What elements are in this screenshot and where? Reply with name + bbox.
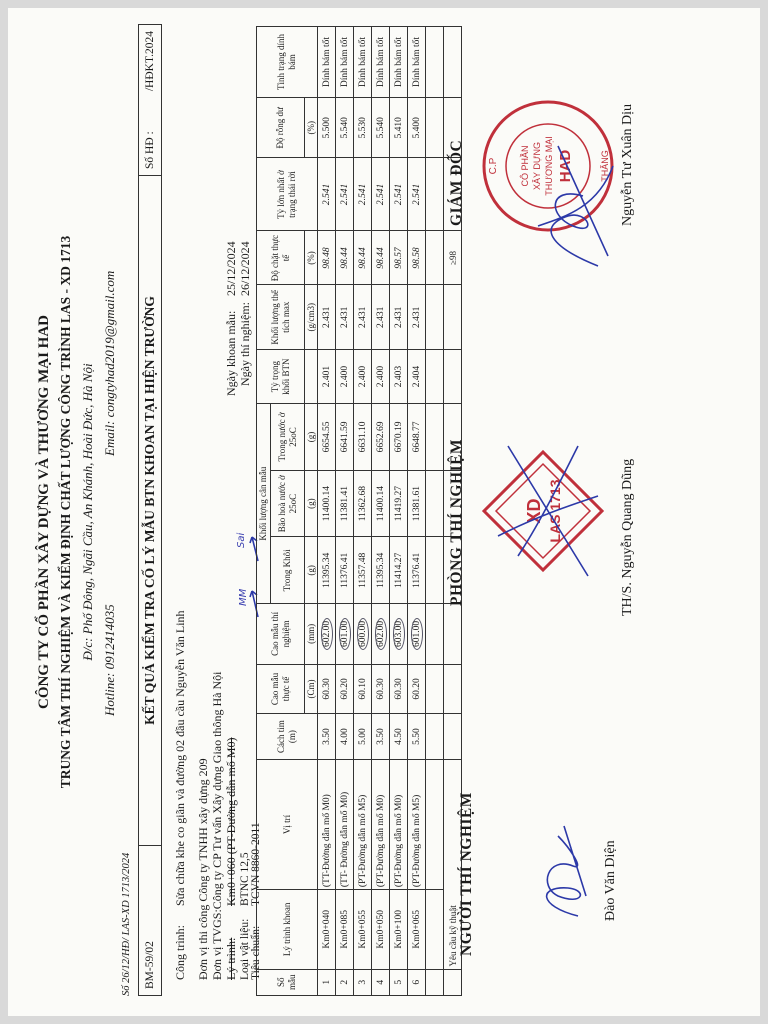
cell-distance: 5.50 xyxy=(408,714,426,760)
lab-head-name: TH/S. Nguyễn Quang Dũng xyxy=(620,458,635,616)
col-voids: Độ rỗng dư xyxy=(257,98,305,158)
sample-date: 25/12/2024 xyxy=(224,241,238,296)
unit-dry: (g) xyxy=(305,537,318,604)
col-max-density: Khối lượng thể tích max xyxy=(257,285,305,350)
lab-stamp-line2: LAS 1713 xyxy=(547,479,563,543)
cell-position: (TT-Đường dẫn mố M0) xyxy=(318,759,336,889)
tester-name: Đào Văn Diện xyxy=(603,840,618,921)
cell-ratio: 2.541 xyxy=(372,158,390,231)
col-height-actual: Cao mẫu thực tế xyxy=(257,664,305,714)
cell-station: Km0+050 xyxy=(372,890,390,969)
handwritten-sai: Sai xyxy=(236,532,247,548)
cell-voids: 5.530 xyxy=(354,98,372,158)
table-row xyxy=(354,27,372,996)
cell-h-actual: 60.20 xyxy=(336,664,354,714)
cell-position: (PT-Đường dẫn mố M0) xyxy=(390,759,408,889)
cell-no: 5 xyxy=(390,969,408,995)
col-compaction: Độ chặt thực tế xyxy=(257,231,305,285)
cell-maxdens: 2.431 xyxy=(336,285,354,350)
cell-ssd: 11381.41 xyxy=(336,470,354,537)
cell-voids: 5.500 xyxy=(318,98,336,158)
cell-adhesion: Dính bám tốt xyxy=(408,27,426,98)
route-label: Lý trình: xyxy=(224,937,238,980)
cell-voids: 5.540 xyxy=(336,98,354,158)
project-value: Sửa chữa khe co giãn và đường 02 đầu cầu Nguyễn Văn Linh xyxy=(173,610,187,906)
cell-station: Km0+100 xyxy=(390,890,408,969)
company-stamp-line1: CÔ PHẦN xyxy=(520,145,530,187)
cell-maxdens: 2.431 xyxy=(390,285,408,350)
tester-signature xyxy=(528,806,598,926)
cell-station: Km0+085 xyxy=(336,890,354,969)
material-value: BTNC 12,5 xyxy=(239,852,251,906)
sample-date-label: Ngày khoan mẫu: xyxy=(224,310,238,396)
test-date: 26/12/2024 xyxy=(238,241,252,296)
cell-compact: 98.44 xyxy=(354,231,372,285)
unit-voids: (%) xyxy=(305,98,318,158)
cell-ssd: 11400.14 xyxy=(318,470,336,537)
col-no: Số mẫu xyxy=(257,969,318,995)
cell-compact: 98.48 xyxy=(318,231,336,285)
cell-distance: 4.50 xyxy=(390,714,408,760)
cell-adhesion: Dính bám tốt xyxy=(390,27,408,98)
unit-compaction: (%) xyxy=(305,231,318,285)
cell-density: 2.404 xyxy=(408,350,426,404)
unit-max-density: (g/cm3) xyxy=(305,285,318,350)
results-table xyxy=(256,26,462,996)
cell-adhesion: Dính bám tốt xyxy=(372,27,390,98)
cell-maxdens: 2.431 xyxy=(318,285,336,350)
lab-title: PHÒNG THÍ NGHIỆM xyxy=(448,438,465,606)
test-center-name: TRUNG TÂM THÍ NGHIỆM VÀ KIỂM ĐỊNH CHẤT LƯỢNG CÔNG TRÌNH LAS - XD 1713 xyxy=(58,235,73,789)
cell-water: 6652.69 xyxy=(372,404,390,471)
col-mass-group: Khối lượng cân mẫu xyxy=(257,404,271,604)
table-row xyxy=(408,27,426,996)
table-row xyxy=(318,27,336,996)
cell-distance: 5.00 xyxy=(354,714,372,760)
circled-value: 601.00 xyxy=(339,618,351,650)
contract-number: /HĐKT.2024 xyxy=(144,31,156,92)
cell-density: 2.403 xyxy=(390,350,408,404)
cell-no: 3 xyxy=(354,969,372,995)
lab-signature xyxy=(478,426,608,596)
circled-value: 600.00 xyxy=(357,618,369,650)
circled-value: 602.00 xyxy=(321,618,333,650)
consultant: Đơn vị TVGS:Công ty CP Tư vấn Xây dựng Giao thông Hà Nội xyxy=(210,671,224,980)
cell-density: 2.400 xyxy=(354,350,372,404)
col-max-ratio: Tỷ lớn nhất ở trạng thái rời xyxy=(257,158,318,231)
director-signature xyxy=(528,136,618,276)
cell-h-actual: 60.30 xyxy=(390,664,408,714)
company-stamp-ring-top: C.P xyxy=(488,157,499,175)
table-row xyxy=(372,27,390,996)
cell-dry: 11357.48 xyxy=(354,537,372,604)
cell-voids: 5.410 xyxy=(390,98,408,158)
cell-ssd: 11400.14 xyxy=(372,470,390,537)
cell-h-actual: 60.30 xyxy=(372,664,390,714)
col-ssd: Bão hoà nước ở 25oC xyxy=(271,470,305,537)
cell-h-test xyxy=(336,604,354,664)
results-body xyxy=(318,27,426,996)
cell-maxdens: 2.431 xyxy=(408,285,426,350)
cell-position: (TT- Đường dẫn mố M0) xyxy=(336,759,354,889)
cell-no: 1 xyxy=(318,969,336,995)
rotated-document xyxy=(8,8,760,1016)
cell-h-test xyxy=(318,604,336,664)
requirement-value: ≥98 xyxy=(444,231,462,285)
col-height-test: Cao mẫu thí nghiệm xyxy=(257,604,305,664)
cell-station: Km0+040 xyxy=(318,890,336,969)
cell-dry: 11414.27 xyxy=(390,537,408,604)
cell-distance: 4.00 xyxy=(336,714,354,760)
cell-position: (PT-Đường dẫn mố M5) xyxy=(354,759,372,889)
cell-ratio: 2.541 xyxy=(408,158,426,231)
col-density: Tỷ trọng khối BTN xyxy=(257,350,305,404)
title-bar xyxy=(138,24,162,996)
cell-density: 2.401 xyxy=(318,350,336,404)
company-stamp-line2: XÂY DỰNG xyxy=(532,141,542,191)
cell-water: 6631.10 xyxy=(354,404,372,471)
cell-h-actual: 60.10 xyxy=(354,664,372,714)
col-position: Vị trí xyxy=(257,759,318,889)
unit-density xyxy=(305,350,318,404)
col-station: Lý trình khoan xyxy=(257,890,318,969)
cell-ratio: 2.541 xyxy=(390,158,408,231)
contract-label: Số HĐ : xyxy=(144,131,156,169)
cell-ratio: 2.541 xyxy=(336,158,354,231)
cell-ratio: 2.541 xyxy=(354,158,372,231)
cell-position: (PT-Đường dẫn mố M0) xyxy=(372,759,390,889)
table-row xyxy=(336,27,354,996)
cell-distance: 3.50 xyxy=(372,714,390,760)
unit-height-test: (mm) xyxy=(305,604,318,664)
cell-no: 6 xyxy=(408,969,426,995)
cell-water: 6670.19 xyxy=(390,404,408,471)
blank-row xyxy=(426,27,444,996)
project-label: Công trình: xyxy=(173,924,187,980)
requirement-label: Yêu cầu kỹ thuật xyxy=(444,759,462,969)
cell-position: (PT-Đường dẫn mố M5) xyxy=(408,759,426,889)
cell-adhesion: Dính bám tốt xyxy=(354,27,372,98)
unit-ssd: (g) xyxy=(305,470,318,537)
cell-adhesion: Dính bám tốt xyxy=(318,27,336,98)
director-name: Nguyễn Tư Xuân Dịu xyxy=(620,103,635,226)
cell-density: 2.400 xyxy=(372,350,390,404)
cell-water: 6641.59 xyxy=(336,404,354,471)
company-stamp-line4: HAD xyxy=(557,149,574,183)
document-reference: Số 26/12/HĐ/ LAS-XD 1713/2024 xyxy=(121,852,132,996)
unit-height-actual: (Cm) xyxy=(305,664,318,714)
col-adhesion: Tình trạng dính bám xyxy=(257,27,318,98)
cell-density: 2.400 xyxy=(336,350,354,404)
cell-h-test xyxy=(372,604,390,664)
cell-ssd: 11419.27 xyxy=(390,470,408,537)
cell-station: Km0+055 xyxy=(354,890,372,969)
cell-ssd: 11381.61 xyxy=(408,470,426,537)
email: Email: congtyhad2019@gmail.com xyxy=(102,270,117,456)
cell-no: 2 xyxy=(336,969,354,995)
company-name: CÔNG TY CỔ PHẦN XÂY DỰNG VÀ THƯƠNG MẠI HAD xyxy=(36,314,52,710)
cell-dry: 11376.41 xyxy=(336,537,354,604)
cell-ssd: 11362.68 xyxy=(354,470,372,537)
table-row xyxy=(390,27,408,996)
company-stamp-line3: THƯƠNG MẠI xyxy=(544,136,554,196)
unit-water: (g) xyxy=(305,404,318,471)
cell-compact: 98.58 xyxy=(408,231,426,285)
cell-voids: 5.400 xyxy=(408,98,426,158)
cell-h-test xyxy=(390,604,408,664)
route-value: Km0+060 (PT-Đường dẫn mố M0) xyxy=(224,737,238,906)
cell-voids: 5.540 xyxy=(372,98,390,158)
col-water: Trong nước ở 25oC xyxy=(271,404,305,471)
company-stamp-ring-bottom: THĂNG xyxy=(600,150,610,182)
handwritten-mm: MM xyxy=(238,588,249,606)
document-page xyxy=(8,8,760,1016)
cell-adhesion: Dính bám tốt xyxy=(336,27,354,98)
circled-value: 603.00 xyxy=(393,618,405,650)
cell-ratio: 2.541 xyxy=(318,158,336,231)
test-date-label: Ngày thí nghiệm: xyxy=(238,302,252,386)
document-title: KẾT QUẢ KIỂM TRA CỐ LÝ MẪU BTN KHOAN TẠI HIỆN TRƯỜNG xyxy=(139,175,161,845)
cell-maxdens: 2.431 xyxy=(372,285,390,350)
cell-no: 4 xyxy=(372,969,390,995)
cell-water: 6648.77 xyxy=(408,404,426,471)
circled-value: 602.00 xyxy=(375,618,387,650)
standard-value: TCVN 8860-2011 xyxy=(250,822,262,906)
cell-compact: 98.44 xyxy=(372,231,390,285)
cell-compact: 98.44 xyxy=(336,231,354,285)
cell-dry: 11395.34 xyxy=(372,537,390,604)
cell-station: Km0+065 xyxy=(408,890,426,969)
cell-h-actual: 60.20 xyxy=(408,664,426,714)
cell-water: 6654.55 xyxy=(318,404,336,471)
contractor: Đơn vị thi công Công ty TNHH xây dựng 209 xyxy=(196,758,210,980)
standard-label: Tiêu chuẩn: xyxy=(250,925,262,980)
tester-title: NGƯỜI THÍ NGHIỆM xyxy=(458,792,475,956)
cell-dry: 11395.34 xyxy=(318,537,336,604)
cell-distance: 3.50 xyxy=(318,714,336,760)
director-title: GIÁM ĐỐC xyxy=(448,139,465,226)
company-address: Đ/c: Phố Đông, Ngãi Cầu, An Khánh, Hoài Đức, Hà Nội xyxy=(80,363,95,661)
cell-h-test xyxy=(408,604,426,664)
circled-value: 601.00 xyxy=(411,618,423,650)
col-distance: Cách tim (m) xyxy=(257,714,318,760)
hotline: Hotline: 0912414035 xyxy=(102,604,117,716)
material-label: Loại vật liệu: xyxy=(239,918,251,980)
cell-h-test xyxy=(354,604,372,664)
cell-dry: 11376.41 xyxy=(408,537,426,604)
col-dry: Trong Khôi xyxy=(271,537,305,604)
cell-compact: 98.57 xyxy=(390,231,408,285)
cell-h-actual: 60.30 xyxy=(318,664,336,714)
cell-maxdens: 2.431 xyxy=(354,285,372,350)
lab-stamp-line1: XD xyxy=(524,498,544,524)
form-code: BM-59/02 xyxy=(139,845,161,995)
